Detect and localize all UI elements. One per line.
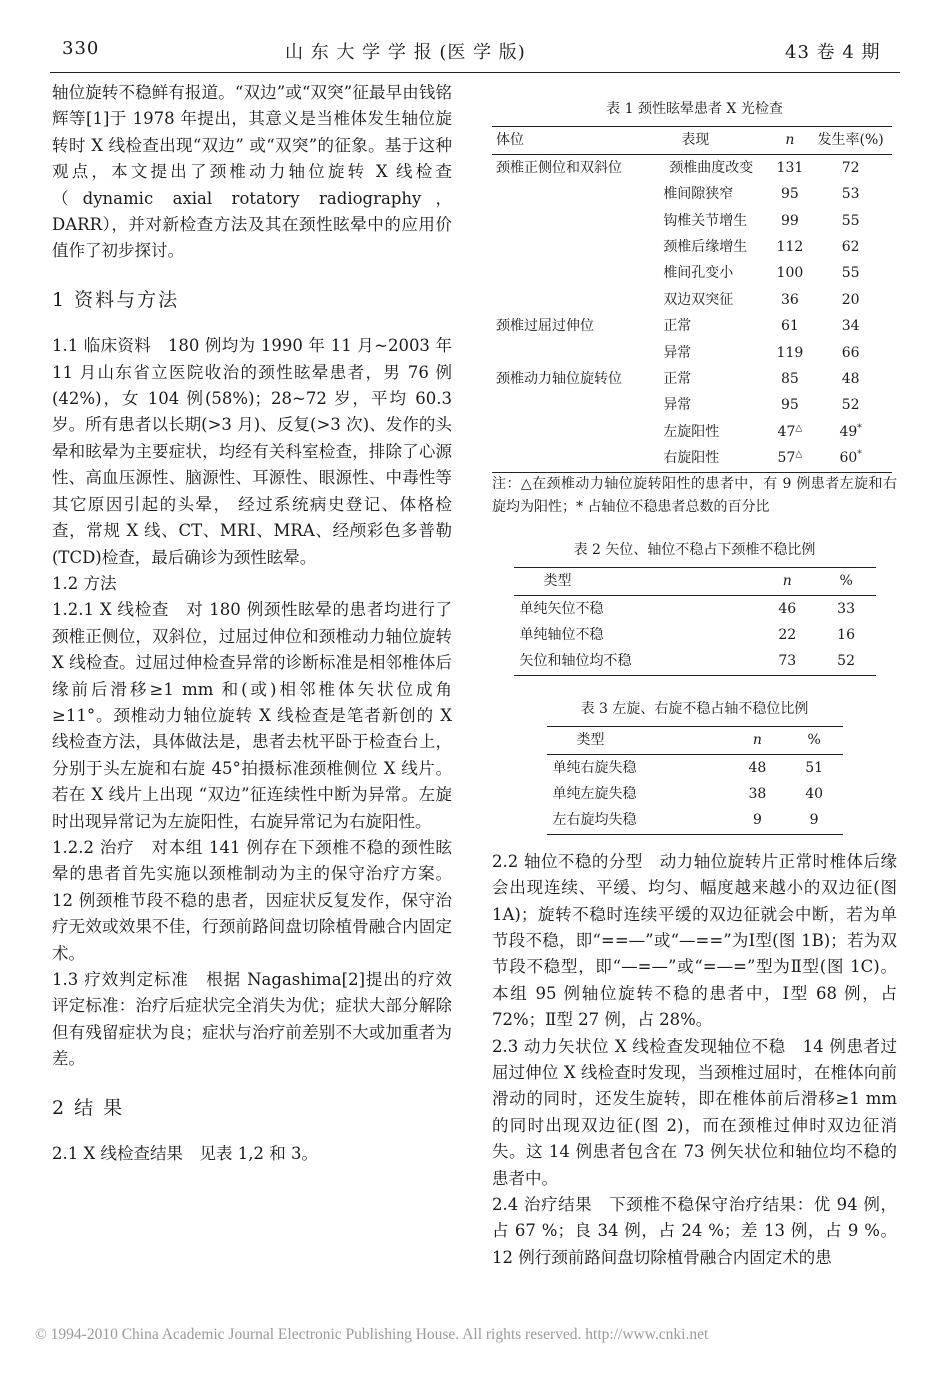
table-row <box>492 154 892 181</box>
table-cell <box>492 445 641 472</box>
table-row <box>492 234 892 260</box>
table-row <box>514 622 876 648</box>
table-cell: 颈椎动力轴位旋转位 <box>496 371 622 388</box>
table-cell: 49* <box>839 423 862 440</box>
para-2-4: 2.4 治疗结果 下颈椎不稳保守治疗结果：优 94 例，占 67 %；良 34 例，占 24 %；差 13 例，占 9 %。12 例行颈前路间盘切除植骨融合内固定术的患 <box>492 1195 897 1267</box>
table-cell: 双边双突征 <box>663 291 734 308</box>
table-cell: 51 <box>805 759 824 776</box>
table-cell: 131 <box>776 159 804 176</box>
table-cell: 119 <box>776 344 804 361</box>
table-cell: 66 <box>841 344 860 361</box>
para-2-1: 2.1 X 线检查结果 见表 1,2 和 3。 <box>52 1144 318 1164</box>
table-row <box>492 340 892 366</box>
t2-header: 类型 <box>543 573 572 590</box>
table-cell: 异常 <box>663 397 692 414</box>
t3-header: n <box>752 732 762 749</box>
table-cell: 正常 <box>663 318 692 335</box>
table-cell: 33 <box>837 600 855 617</box>
table-2 <box>514 567 876 676</box>
table-cell: 左旋阳性 <box>663 423 720 440</box>
table-row <box>547 807 843 834</box>
journal-title: 山 东 大 学 学 报 (医 学 版) <box>285 42 526 63</box>
table-cell: 85 <box>781 371 799 388</box>
table-cell: 椎间隙狭窄 <box>663 186 734 203</box>
t1-header: 发生率(%) <box>817 132 884 149</box>
table-cell: 颈椎后缘增生 <box>663 239 748 256</box>
para-1-1: 1.1 临床资料 180 例均为 1990 年 11 月~2003 年 11 月山东省立医院收治的颈性眩晕患者，男 76 例(42%)，女 104 例(58%)；28~72 岁，平均 60.3 岁。所有患者以长期(>3 月)、反复(>3 次)、发作的头晕和眩晕为主要症状，均经有关科室检查，排除了心源性、高血压源性、脑源性、耳源性、眼源性、中毒性等其它原因引起的头晕， 经过系统病史登记、体格检查，常规 X 线、CT、MRI、MRA、经颅彩色多普勒(TCD)检查，最后确诊为颈性眩晕。 <box>52 336 452 567</box>
table-cell: 20 <box>841 291 860 308</box>
table-cell: 62 <box>841 239 860 256</box>
table-cell: 38 <box>748 785 767 802</box>
section-heading-1: 1 资料与方法 <box>52 288 180 311</box>
right-column <box>492 96 897 1271</box>
table3-title: 表 3 左旋、右旋不稳占轴不稳位比例 <box>580 700 809 717</box>
table-cell: 53 <box>841 186 860 203</box>
table-cell: 单纯矢位不稳 <box>519 600 604 617</box>
t2-header: % <box>839 573 853 590</box>
page-number: 330 <box>62 38 100 59</box>
table-cell: 95 <box>781 397 799 414</box>
para-2-2: 2.2 轴位不稳的分型 动力轴位旋转片正常时椎体后缘会出现连续、平缓、均匀、幅度越来越小的双边征(图 1A)；旋转不稳时连续平缓的双边征就会中断，若为单节段不稳，即“==—”或“—==”为Ⅰ型(图 1B)；若为双节段不稳型，即“—=—”或“=—=”型为Ⅱ型(图 1C)。本组 95 例轴位旋转不稳的患者中，Ⅰ型 68 例，占 72%；Ⅱ型 27 例，占 28%。 <box>492 851 898 1030</box>
table-cell: 左右旋均失稳 <box>552 812 637 829</box>
table-cell: 矢位和轴位均不稳 <box>519 653 632 670</box>
table-row <box>547 781 843 807</box>
t3-header: % <box>807 732 821 749</box>
table-row <box>492 445 892 472</box>
para-1-3: 1.3 疗效判定标准 根据 Nagashima[2]提出的疗效评定标准：治疗后症状完全消失为优；症状大部分解除但有残留症状为良；症状与治疗前差别不大或加重者为差。 <box>52 970 452 1069</box>
table-cell: 73 <box>778 653 797 670</box>
table-cell: 48 <box>748 759 767 776</box>
table-cell: 46 <box>778 600 797 617</box>
t2-header: n <box>782 573 792 590</box>
table-row <box>492 313 892 339</box>
table-cell: 单纯轴位不稳 <box>519 626 604 643</box>
section-heading-2: 2 结 果 <box>52 1096 125 1119</box>
table-cell: 47△ <box>777 423 803 440</box>
table-cell: 52 <box>837 653 855 670</box>
table-row <box>492 208 892 234</box>
intro-paragraph: 轴位旋转不稳鲜有报道。“双边”或“双突”征最早由钱铭辉等[1]于 1978 年提出，其意义是当椎体发生轴位旋转时 X 线检查出现“双边” 或“双突”的征象。基于这种观点，本文提出了颈椎动力轴位旋转 X 线检查（dynamic axial rotatory radiography，DARR），并对新检查方法及其在颈性眩晕中的应用价值作了初步探讨。 <box>52 83 452 261</box>
para-1-2-1: 1.2.1 X 线检查 对 180 例颈性眩晕的患者均进行了颈椎正侧位，双斜位，过屈过伸位和颈椎动力轴位旋转 X 线检查。过屈过伸检查异常的诊断标准是相邻椎体后缘前后滑移≥1 mm 和(或)相邻椎体矢状位成角≥11°。颈椎动力轴位旋转 X 线检查是笔者新创的 X 线检查方法，具体做法是，患者去枕平卧于检查台上，分别于头左旋和右旋 45°拍摄标准颈椎侧位 X 线片。若在 X 线片上出现 “双边”征连续性中断为异常。左旋时出现异常记为左旋阳性，右旋异常记为右旋阳性。 <box>52 600 452 831</box>
table-cell <box>492 287 641 313</box>
table-row <box>492 287 892 313</box>
table-cell: 36 <box>781 291 799 308</box>
table-3 <box>547 726 843 835</box>
table-row <box>492 419 892 445</box>
table-cell: 单纯右旋失稳 <box>552 759 637 776</box>
table-cell: 99 <box>781 212 799 229</box>
table-cell: 9 <box>809 812 819 829</box>
table-cell: 颈椎正侧位和双斜位 <box>496 159 622 176</box>
header-rule <box>50 72 900 73</box>
table-cell: 72 <box>841 159 860 176</box>
table-cell: 112 <box>776 239 804 256</box>
table-cell: 40 <box>805 785 824 802</box>
table-cell: 52 <box>841 397 860 414</box>
table-cell: 48 <box>841 371 860 388</box>
table-cell: 正常 <box>663 371 692 388</box>
table-row <box>514 648 876 675</box>
table-cell <box>492 419 641 445</box>
table2-title: 表 2 矢位、轴位不稳占下颈椎不稳比例 <box>573 541 816 558</box>
table-cell <box>492 181 641 207</box>
copyright-footer: © 1994-2010 China Academic Journal Electronic Publishing House. All rights reserved. http://www.cnki.net <box>35 1326 709 1343</box>
table-cell: 9 <box>752 812 762 829</box>
table-cell: 单纯左旋失稳 <box>552 785 637 802</box>
table1-title: 表 1 颈性眩晕患者 X 光检查 <box>606 101 783 117</box>
table-row <box>514 595 876 622</box>
table-cell: 100 <box>776 265 804 282</box>
t1-header: n <box>785 132 795 149</box>
table-row <box>492 181 892 207</box>
table-cell <box>492 340 641 366</box>
table-cell: 55 <box>841 212 860 229</box>
table1-note: 注：△在颈椎动力轴位旋转阳性的患者中，有 9 例患者左旋和右旋均为阳性；* 占轴位不稳患者总数的百分比 <box>492 475 897 515</box>
t1-header: 表现 <box>681 132 710 149</box>
table-cell: 钩椎关节增生 <box>663 212 748 229</box>
table-cell: 95 <box>781 186 799 203</box>
table-cell: 55 <box>841 265 860 282</box>
t1-header: 体位 <box>496 132 524 149</box>
table-cell <box>492 392 641 418</box>
table-row <box>492 260 892 286</box>
t3-header: 类型 <box>576 732 605 749</box>
table-cell: 22 <box>778 626 797 643</box>
table-cell <box>492 234 641 260</box>
table-row <box>547 754 843 781</box>
para-1-2-2: 1.2.2 治疗 对本组 141 例存在下颈椎不稳的颈性眩晕的患者首先实施以颈椎制动为主的保守治疗方案。12 例颈椎节段不稳的患者，因症状反复发作，保守治疗无效或效果不佳，行颈前路间盘切除植骨融合内固定术。 <box>52 837 453 963</box>
table-cell <box>492 260 641 286</box>
table-cell: 34 <box>841 318 860 335</box>
table-cell: 颈椎过屈过伸位 <box>496 318 594 335</box>
heading-1-2: 1.2 方法 <box>52 573 117 593</box>
table-cell: 椎间孔变小 <box>663 265 734 282</box>
table-row <box>492 366 892 392</box>
table-cell: 右旋阳性 <box>663 450 720 467</box>
para-2-3: 2.3 动力矢状位 X 线检查发现轴位不稳 14 例患者过屈过伸位 X 线检查时发现，当颈椎过屈时，在椎体向前滑动的同时，还发生旋转，即在椎体前后滑移≥1 mm 的同时出现双边征(图 2)，而在颈椎过伸时双边征消失。这 14 例患者包含在 73 例矢状位和轴位均不稳的患者中。 <box>492 1036 897 1188</box>
table-cell <box>492 208 641 234</box>
table-cell: 异常 <box>663 344 692 361</box>
table-cell: 16 <box>837 626 855 643</box>
left-column <box>52 80 452 1167</box>
table-cell: 61 <box>781 318 799 335</box>
table-cell: 60* <box>839 449 862 467</box>
volume-issue: 43 卷 4 期 <box>785 42 881 63</box>
table-cell: 57△ <box>777 449 803 467</box>
table-row <box>492 392 892 418</box>
table-cell: 颈椎曲度改变 <box>669 159 754 176</box>
table-1 <box>492 126 892 472</box>
